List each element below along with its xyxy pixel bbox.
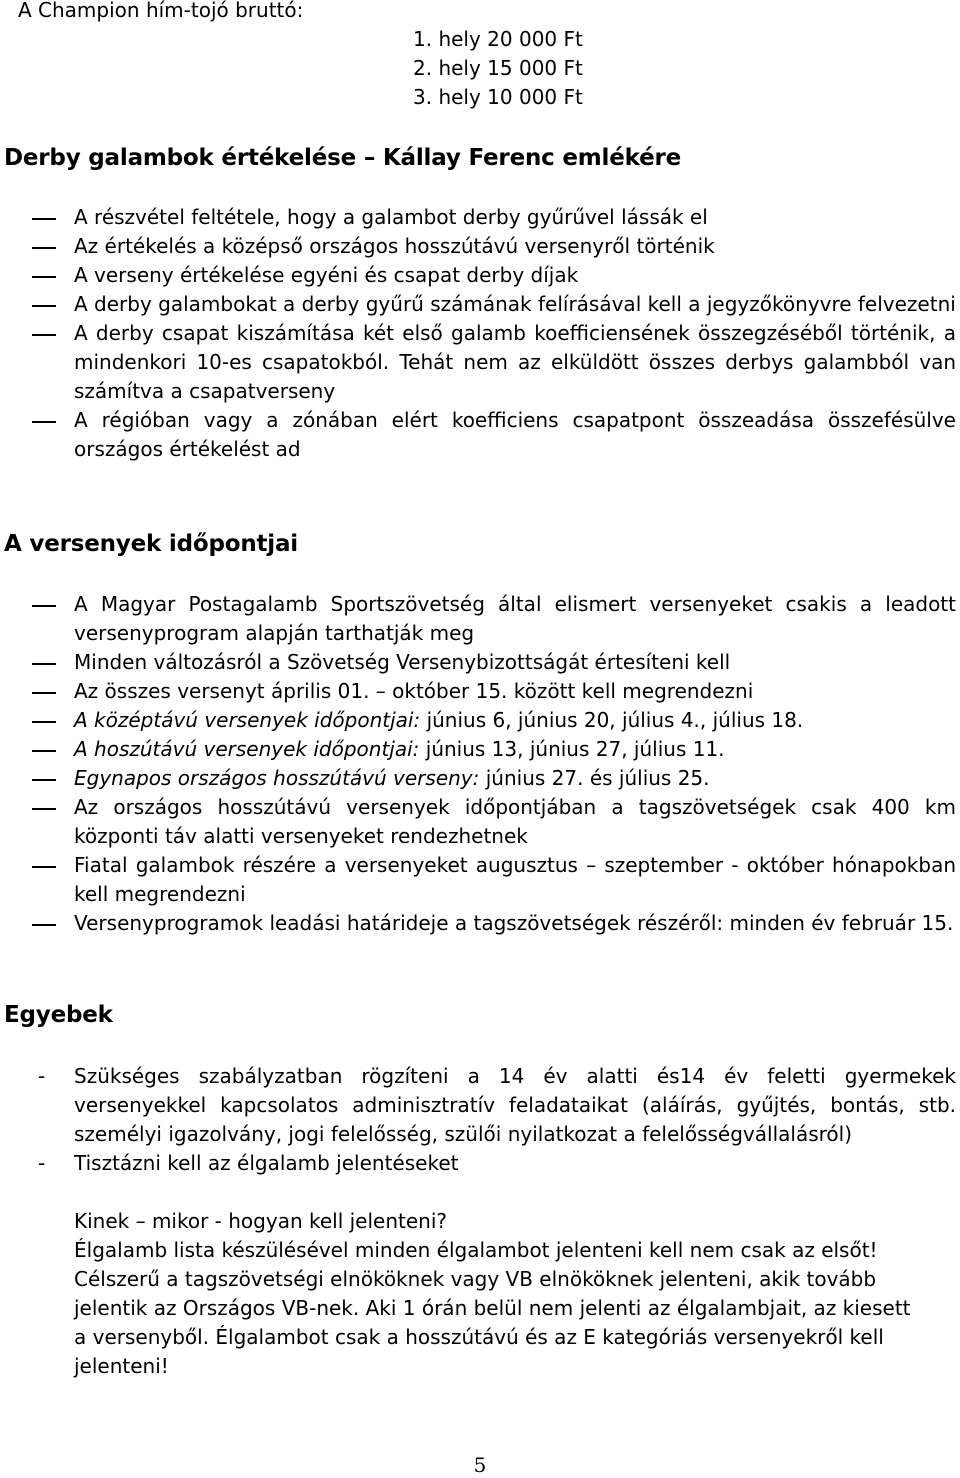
list-item: A hoszútávú versenyek időpontjai: június 13, június 27, július 11. xyxy=(74,737,725,761)
intro-line: A Champion hím-tojó bruttó: xyxy=(18,0,304,22)
list-item: A verseny értékelése egyéni és csapat derby díjak xyxy=(74,263,579,287)
list-item: Az országos hosszútávú versenyek időpontjában a tagszövetségek csak 400 km központi táv alatti versenyeket rendezhetnek xyxy=(74,795,956,848)
list-item: - Tisztázni kell az élgalamb jelentéseket xyxy=(0,1149,960,1178)
list-item: A középtávú versenyek időpontjai: június 6, június 20, július 4., július 18. xyxy=(74,708,804,732)
prize-line-1: 1. hely 20 000 Ft xyxy=(413,27,583,51)
italic-label: A középtávú versenyek időpontjai: xyxy=(74,708,421,732)
list-item: Minden változásról a Szövetség Versenybizottságát értesíteni kell xyxy=(74,650,731,674)
list-item: Fiatal galambok részére a versenyeket augusztus – szeptember - október hónapokban kell megrendezni xyxy=(74,853,956,906)
dates-heading: A versenyek időpontjai xyxy=(4,531,298,557)
subline: Kinek – mikor - hogyan kell jelenteni? xyxy=(74,1209,448,1233)
derby-list xyxy=(0,203,960,464)
prize-line-2: 2. hely 15 000 Ft xyxy=(413,56,583,80)
hyphen-bullet: - xyxy=(38,1151,46,1175)
other-sublines xyxy=(0,1207,920,1381)
subline: Élgalamb lista készülésével minden élgalambot jelenteni kell nem csak az elsőt! xyxy=(74,1238,878,1262)
list-item: A derby csapat kiszámítása két első galamb koefficiensének összegzéséből történik, a mindenkori 10-es csapatokból. Tehát nem az elküldött összes derbys galambból van számítva a csapatverseny xyxy=(74,321,956,403)
derby-heading: Derby galambok értékelése – Kállay Ferenc emlékére xyxy=(4,145,682,171)
other-heading: Egyebek xyxy=(4,1002,113,1028)
list-item: A régióban vagy a zónában elért koefficiens csapatpont összeadása összefésülve országos értékelést ad xyxy=(74,408,956,461)
subline: Célszerű a tagszövetségi elnököknek vagy VB elnököknek jelenteni, akik tovább jelentik az Országos VB-nek. Aki 1 órán belül nem jelenti az élgalambjait, az kiesett a versenyből. Élgalambot csak a hosszútávú és az E kategóriás versenyekről kell jelenteni! xyxy=(74,1267,911,1378)
list-item: A részvétel feltétele, hogy a galambot derby gyűrűvel lássák el xyxy=(74,205,708,229)
dates-list xyxy=(0,590,960,938)
list-item: Az értékelés a középső országos hosszútávú versenyről történik xyxy=(74,234,715,258)
italic-label: A hoszútávú versenyek időpontjai: xyxy=(74,737,420,761)
hyphen-bullet: - xyxy=(38,1064,46,1088)
other-list xyxy=(0,1062,960,1178)
list-item: A derby galambokat a derby gyűrű számának felírásával kell a jegyzőkönyvre felvezetni xyxy=(74,292,956,316)
list-item: Versenyprogramok leadási határideje a tagszövetségek részéről: minden év február 15. xyxy=(74,911,954,935)
intro-section xyxy=(0,0,960,112)
list-item: Egynapos országos hosszútávú verseny: június 27. és július 25. xyxy=(74,766,710,790)
italic-label: Egynapos országos hosszútávú verseny: xyxy=(74,766,480,790)
page-number: 5 xyxy=(473,1453,487,1477)
prize-line-3: 3. hely 10 000 Ft xyxy=(413,85,583,109)
list-item: - Szükséges szabályzatban rögzíteni a 14 év alatti és14 év feletti gyermekek versenyekkel kapcsolatos adminisztratív feladataikat (aláírás, gyűjtés, bontás, stb. személyi igazolvány, jogi felelősség, szülői nyilatkozat a felelősségvállalásról) xyxy=(38,1064,956,1146)
list-item: Az összes versenyt április 01. – október 15. között kell megrendezni xyxy=(74,679,754,703)
list-item: A Magyar Postagalamb Sportszövetség által elismert versenyeket csakis a leadott versenyprogram alapján tarthatják meg xyxy=(74,592,956,645)
